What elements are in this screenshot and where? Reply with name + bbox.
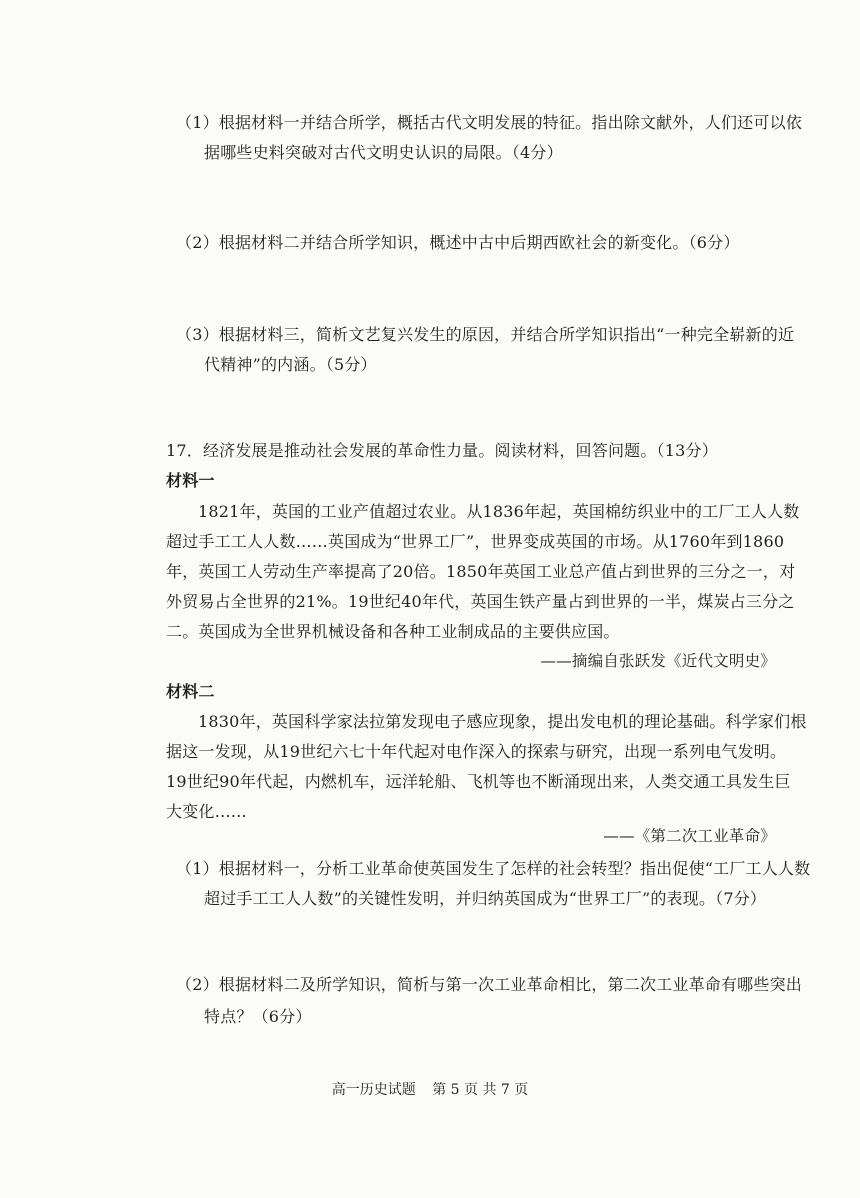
question-3-line-2: 代精神”的内涵。（5分） bbox=[204, 355, 377, 374]
question-17-2-line-1: （2）根据材料二及所学知识，简析与第一次工业革命相比，第二次工业革命有哪些突出 bbox=[176, 975, 802, 994]
question-1-line-2: 据哪些史料突破对古代文明史认识的局限。（4分） bbox=[204, 143, 563, 162]
question-1-line-1: （1）根据材料一并结合所学，概括古代文明发展的特征。指出除文献外，人们还可以依 bbox=[176, 113, 802, 132]
question-17-stem: 17．经济发展是推动社会发展的革命性力量。阅读材料，回答问题。（13分） bbox=[166, 441, 718, 460]
question-17-1-line-1: （1）根据材料一，分析工业革命使英国发生了怎样的社会转型？指出促使“工厂工人人数 bbox=[176, 859, 811, 878]
question-17-1-line-2: 超过手工工人人数”的关键性发明，并归纳英国成为“世界工厂”的表现。（7分） bbox=[204, 889, 767, 908]
material-1-line-5: 二。英国成为全世界机械设备和各种工业制成品的主要供应国。 bbox=[166, 622, 620, 641]
material-2-source: ——《第二次工业革命》 bbox=[603, 827, 776, 845]
page-footer bbox=[0, 1079, 860, 1099]
material-1-heading: 材料一 bbox=[166, 471, 215, 490]
material-1-line-4: 外贸易占全世界的21%。19世纪40年代，英国生铁产量占到世界的一半，煤炭占三分之 bbox=[166, 592, 795, 611]
material-1-line-3: 年，英国工人劳动生产率提高了20倍。1850年英国工业总产值占到世界的三分之一，对 bbox=[166, 562, 796, 581]
footer-subject: 高一历史试题 bbox=[331, 1082, 416, 1098]
question-2-line-1: （2）根据材料二并结合所学知识，概述中古中后期西欧社会的新变化。（6分） bbox=[176, 233, 740, 252]
material-1-source: ——摘编自张跃发《近代文明史》 bbox=[540, 652, 776, 670]
footer-page-number: 第 5 页 共 7 页 bbox=[432, 1082, 529, 1098]
material-2-line-4: 大变化…… bbox=[166, 802, 248, 821]
material-1-line-2: 超过手工工人人数……英国成为“世界工厂”，世界变成英国的市场。从1760年到1860 bbox=[166, 532, 785, 551]
material-2-line-1: 1830年，英国科学家法拉第发现电子感应现象，提出发电机的理论基础。科学家们根 bbox=[198, 712, 807, 731]
question-17-2-line-2: 特点？（6分） bbox=[204, 1007, 312, 1026]
question-3-line-1: （3）根据材料三，简析文艺复兴发生的原因，并结合所学知识指出“一种完全崭新的近 bbox=[176, 325, 795, 344]
material-1-line-1: 1821年，英国的工业产值超过农业。从1836年起，英国棉纺织业中的工厂工人人数 bbox=[198, 502, 800, 521]
material-2-heading: 材料二 bbox=[166, 682, 215, 701]
material-2-line-2: 据这一发现，从19世纪六七十年代起对电作深入的探索与研究，出现一系列电气发明。 bbox=[166, 742, 787, 761]
material-2-line-3: 19世纪90年代起，内燃机车，远洋轮船、飞机等也不断涌现出来，人类交通工具发生巨 bbox=[166, 772, 791, 791]
